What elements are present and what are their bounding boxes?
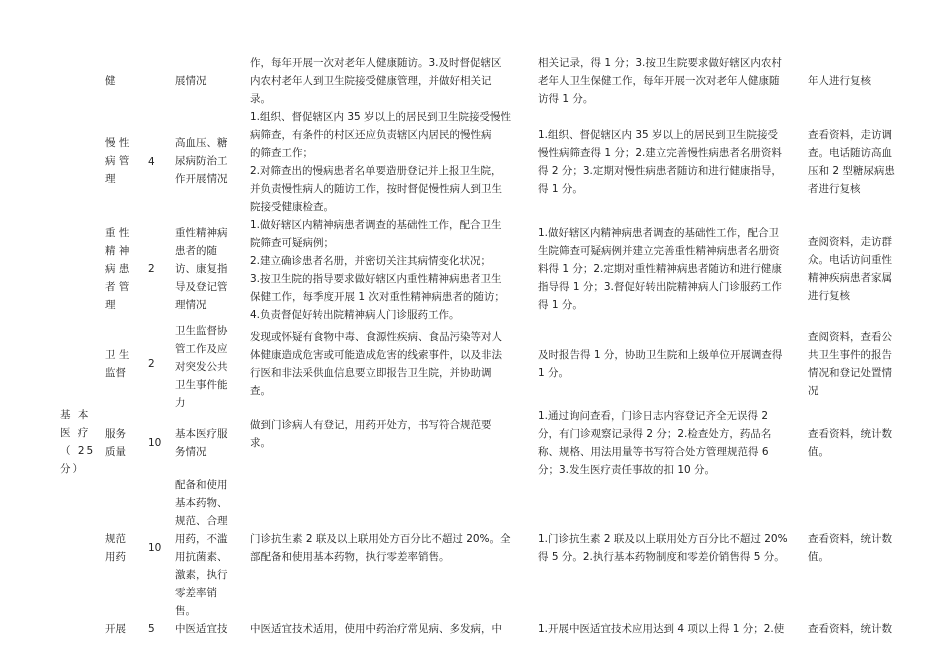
content-text: 用药，不滥 — [175, 533, 228, 545]
item-text: 规范 — [105, 533, 126, 545]
method-text: 查看资料，统计数 — [808, 533, 892, 545]
category-line: 医 疗 — [60, 427, 91, 439]
method-text: 共卫生事件的报告 — [808, 349, 892, 361]
standard-text: 病筛查，有条件的村区还应负责辖区内居民的慢性病 — [250, 129, 492, 141]
criteria-text: 1 分。 — [538, 367, 570, 379]
standard-text: 3.按卫生院的指导要求做好辖区内重性精神病患者卫生 — [250, 273, 502, 285]
content-text: 力 — [175, 397, 186, 409]
content-text: 卫生监督协 — [175, 325, 228, 337]
content-text: 对突发公共 — [175, 361, 228, 373]
content-text: 零差率销 — [175, 587, 217, 599]
criteria-text: 1.通过询问查看，门诊日志内容登记齐全无误得 2 — [538, 410, 769, 422]
standard-text: 1.组织、督促辖区内 35 岁以上的居民到卫生院接受慢性 — [250, 111, 512, 123]
criteria-text: 得 1 分。 — [538, 299, 583, 311]
content-text: 展情况 — [175, 75, 207, 87]
criteria-text: 访得 1 分。 — [538, 93, 594, 105]
score-text: 10 — [148, 542, 162, 554]
criteria-text: 1.开展中医适宜技术应用达到 4 项以上得 1 分；2.使 — [538, 623, 785, 635]
method-text: 精神疾病患者家属 — [808, 272, 892, 284]
item-text: 监督 — [105, 367, 126, 379]
content-text: 导及登记管 — [175, 281, 228, 293]
criteria-text: 老年人卫生保健工作，每年开展一次对老年人健康随 — [538, 75, 780, 87]
content-text: 售。 — [175, 605, 196, 617]
item-text: 者 管 — [105, 281, 130, 293]
criteria-text: 得 2 分；3.定期对慢性病患者随访和进行健康指导， — [538, 165, 782, 177]
standard-text: 内农村老年人到卫生院接受健康管理，并做好相关记 — [250, 75, 492, 87]
standard-text: 4.负责督促好转出院精神病人门诊服药工作。 — [250, 309, 460, 321]
method-text: 查看资料，统计数 — [808, 623, 892, 635]
category-line: 分） — [60, 463, 85, 475]
content-text: 激素，执行 — [175, 569, 228, 581]
standard-text: 门诊抗生素 2 联及以上联用处方百分比不超过 20%。全 — [250, 533, 511, 545]
content-text: 访、康复指 — [175, 263, 228, 275]
content-text: 患者的随 — [175, 245, 217, 257]
method-text: 进行复核 — [808, 290, 850, 302]
method-text: 查看资料，走访调 — [808, 129, 892, 141]
standard-text: 查。 — [250, 385, 271, 397]
standard-text: 行医和非法采供血信息要立即报告卫生院，并协助调 — [250, 367, 492, 379]
standard-text: 发现或怀疑有食物中毒、食源性疾病、食品污染等对人 — [250, 331, 502, 343]
content-text: 高血压、糖 — [175, 137, 228, 149]
criteria-text: 分；3.发生医疗责任事故的扣 10 分。 — [538, 464, 716, 476]
content-text: 重性精神病 — [175, 227, 228, 239]
criteria-text: 生院筛查可疑病例并建立完善重性精神病患者名册资 — [538, 245, 780, 257]
standard-text: 中医适宜技术适用，使用中药治疗常见病、多发病，中 — [250, 623, 502, 635]
criteria-text: 得 1 分。 — [538, 183, 583, 195]
method-text: 查阅资料，走访群 — [808, 236, 892, 248]
standard-text: 并负责慢性病人的随访工作，按时督促慢性病人到卫生 — [250, 183, 502, 195]
category-basic-medical — [60, 406, 102, 478]
standard-text: 求。 — [250, 437, 271, 449]
item-text: 精 神 — [105, 245, 130, 257]
criteria-text: 相关记录，得 1 分；3.按卫生院要求做好辖区内农村 — [538, 57, 782, 69]
content-text: 基本医疗服 — [175, 428, 228, 440]
item-text: 重 性 — [105, 227, 130, 239]
criteria-text: 1.组织、督促辖区内 35 岁以上的居民到卫生院接受 — [538, 129, 779, 141]
score-text: 2 — [148, 358, 155, 370]
item-text: 理 — [105, 299, 116, 311]
method-text: 值。 — [808, 446, 829, 458]
standard-text: 院接受健康检查。 — [250, 201, 334, 213]
standard-text: 1.做好辖区内精神病患者调查的基础性工作，配合卫生 — [250, 219, 502, 231]
criteria-text: 分，有门诊观察记录得 2 分；2.检查处方，药品名 — [538, 428, 772, 440]
standard-text: 保健工作，每季度开展 1 次对重性精神病患者的随访； — [250, 291, 505, 303]
standard-text: 做到门诊病人有登记，用药开处方，书写符合规范要 — [250, 419, 492, 431]
item-text: 质量 — [105, 446, 126, 458]
item-text: 慢 性 — [105, 137, 130, 149]
standard-text: 作，每年开展一次对老年人健康随访。3.及时督促辖区 — [250, 57, 502, 69]
item-text: 健 — [105, 75, 116, 87]
score-text: 10 — [148, 437, 162, 449]
content-text: 卫生事件能 — [175, 379, 228, 391]
method-text: 况 — [808, 385, 819, 397]
item-text: 用药 — [105, 551, 126, 563]
standard-text: 录。 — [250, 93, 271, 105]
method-text: 查。电话随访高血 — [808, 147, 892, 159]
criteria-text: 慢性病筛查得 1 分；2.建立完善慢性病患者名册资料 — [538, 147, 782, 159]
criteria-text: 称、规格、用法用量等书写符合处方管理规范得 6 — [538, 446, 769, 458]
item-text: 理 — [105, 173, 116, 185]
content-text: 务情况 — [175, 446, 207, 458]
content-text: 作开展情况 — [175, 173, 228, 185]
content-text: 管工作及应 — [175, 343, 228, 355]
score-text: 2 — [148, 263, 155, 275]
standard-text: 体健康造成危害或可能造成危害的线索事件，以及非法 — [250, 349, 502, 361]
standard-text: 院筛查可疑病例； — [250, 237, 334, 249]
criteria-text: 指导得 1 分；3.督促好转出院精神病人门诊服药工作 — [538, 281, 782, 293]
standard-text: 的筛查工作； — [250, 147, 313, 159]
content-text: 中医适宜技 — [175, 623, 228, 635]
method-text: 年人进行复核 — [808, 75, 871, 87]
category-line: 基 本 — [60, 409, 91, 421]
content-text: 配备和使用 — [175, 479, 228, 491]
score-text: 4 — [148, 156, 155, 168]
category-line: （ 25 — [60, 445, 96, 457]
method-text: 查看资料，统计数 — [808, 428, 892, 440]
method-text: 众。电话访问重性 — [808, 254, 892, 266]
standard-text: 2.对筛查出的慢病患者名单要造册登记并上报卫生院， — [250, 165, 502, 177]
method-text: 压和 2 型糖尿病患 — [808, 165, 895, 177]
criteria-text: 得 5 分。2.执行基本药物制度和零差价销售得 5 分。 — [538, 551, 785, 563]
content-text: 尿病防治工 — [175, 155, 228, 167]
content-text: 用抗菌素、 — [175, 551, 228, 563]
score-text: 5 — [148, 623, 155, 635]
criteria-text: 1.门诊抗生素 2 联及以上联用处方百分比不超过 20% — [538, 533, 788, 545]
method-text: 查阅资料，查看公 — [808, 331, 892, 343]
item-text: 服务 — [105, 428, 126, 440]
method-text: 者进行复核 — [808, 183, 861, 195]
content-text: 理情况 — [175, 299, 207, 311]
standard-text: 部配备和使用基本药物，执行零差率销售。 — [250, 551, 450, 563]
method-text: 值。 — [808, 551, 829, 563]
content-text: 规范、合理 — [175, 515, 228, 527]
item-text: 开展 — [105, 623, 126, 635]
criteria-text: 料得 1 分；2.定期对重性精神病患者随访和进行健康 — [538, 263, 782, 275]
standard-text: 2.建立确诊患者名册，并密切关注其病情变化状况； — [250, 255, 492, 267]
item-text: 病 管 — [105, 155, 130, 167]
criteria-text: 及时报告得 1 分，协助卫生院和上级单位开展调查得 — [538, 349, 783, 361]
method-text: 情况和登记处置情 — [808, 367, 892, 379]
content-text: 基本药物、 — [175, 497, 228, 509]
criteria-text: 1.做好辖区内精神病患者调查的基础性工作，配合卫 — [538, 227, 780, 239]
item-text: 卫 生 — [105, 349, 130, 361]
item-text: 病 患 — [105, 263, 130, 275]
